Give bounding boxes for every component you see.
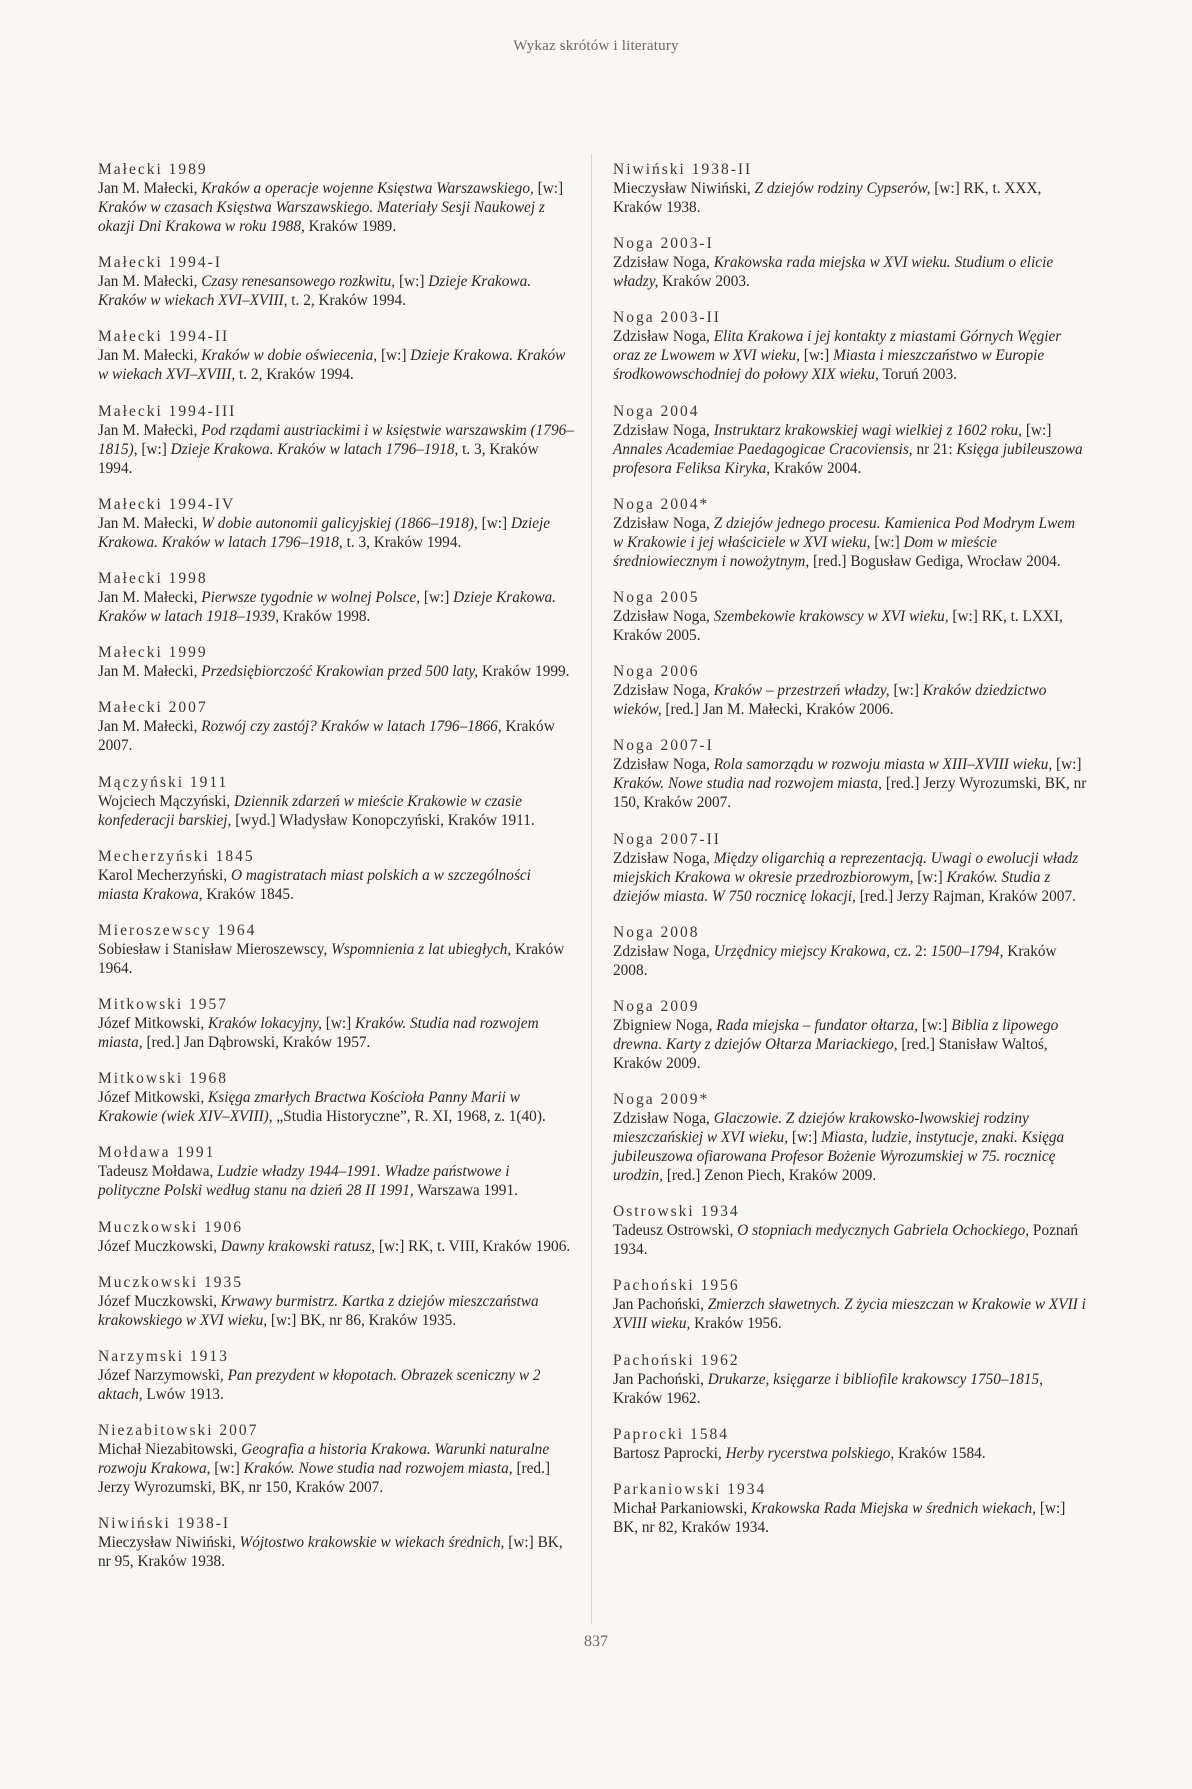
citation-text: Lwów 1913.: [142, 1386, 224, 1403]
entry-citation: [98, 717, 574, 755]
citation-text: [red.] Jerzy Rajman, Kraków 2007.: [855, 887, 1076, 905]
citation-text: Zdzisław Noga,: [613, 328, 714, 346]
citation-title: Pan prezydent w kłopotach. Obrazek sceniczny w 2 aktach,: [98, 1367, 541, 1403]
citation-title: Kraków lokacyjny,: [208, 1015, 322, 1033]
entry-citation: [613, 755, 1089, 812]
citation-text: Józef Mitkowski,: [98, 1089, 209, 1107]
bibliography-entry: [613, 402, 1089, 478]
citation-title: Kraków dziedzictwo wieków,: [613, 682, 1047, 719]
entry-abbreviation: Mieroszewscy 1964: [98, 921, 257, 939]
page-number: 837: [584, 1633, 608, 1650]
entry-citation: [613, 253, 1089, 291]
entry-abbreviation: Parkaniowski 1934: [613, 1481, 767, 1498]
entry-abbreviation: Noga 2006: [613, 663, 700, 681]
citation-text: Zdzisław Noga,: [613, 421, 714, 439]
entry-citation: [98, 1237, 574, 1256]
citation-text: Jan M. Małecki,: [98, 347, 202, 365]
entry-citation: [98, 1440, 574, 1497]
entry-abbreviation: Niwiński 1938-I: [98, 1515, 231, 1533]
citation-title: Kraków w czasach Księstwa Warszawskiego. Materiały Sesji Naukowej z okazji Dni Krakowa w roku 1988,: [98, 199, 545, 235]
citation-title: Glaczowie. Z dziejów krakowsko-lwowskiej rodziny mieszczańskiej w XVI wieku,: [613, 1110, 1029, 1147]
citation-title: Krakowska rada miejska w XVI wieku. Studium o elicie władzy,: [613, 254, 1054, 291]
citation-text: [w:]: [420, 588, 454, 606]
entry-abbreviation: Małecki 1994-II: [98, 328, 230, 346]
citation-text: Karol Mecherzyński,: [98, 866, 231, 884]
entry-citation: [613, 1295, 1089, 1333]
citation-text: [w:]: [1052, 756, 1082, 774]
bibliography-entry: [98, 1514, 574, 1571]
citation-text: Kraków 1964.: [98, 940, 565, 977]
citation-title: Z dziejów rodziny Cypserów,: [754, 180, 931, 197]
citation-text: [w:] RK, t. VIII, Kraków 1906.: [375, 1237, 571, 1255]
entry-citation: [613, 681, 1089, 719]
entry-citation: [98, 1014, 574, 1052]
citation-text: Zdzisław Noga,: [613, 254, 714, 272]
citation-text: Tadeusz Mołdawa,: [98, 1163, 218, 1181]
entry-abbreviation: Małecki 1994-I: [98, 254, 222, 272]
entry-citation: [98, 1088, 574, 1126]
entry-abbreviation: Noga 2005: [613, 588, 700, 606]
citation-title: Herby rycerstwa polskiego,: [725, 1444, 895, 1462]
citation-text: [w:]: [137, 440, 171, 458]
bibliography-entry: [613, 1351, 1089, 1408]
citation-text: Zdzisław Noga,: [613, 849, 714, 867]
citation-title: O magistratach miast polskich a w szczególności miasta Krakowa,: [98, 866, 531, 903]
bibliography-entry: [98, 995, 574, 1052]
citation-text: [wyd.] Władysław Konopczyński, Kraków 1911.: [231, 811, 535, 829]
entry-abbreviation: Mączyński 1911: [98, 773, 229, 791]
citation-text: [w:]: [477, 514, 511, 532]
entry-abbreviation: Niezabitowski 2007: [98, 1422, 259, 1440]
bibliography-entry: [613, 495, 1089, 571]
citation-text: Michał Niezabitowski,: [98, 1441, 242, 1459]
bibliography-entry: [613, 1480, 1089, 1537]
bibliography-entry: [613, 234, 1089, 291]
citation-text: nr 21:: [912, 440, 957, 458]
bibliography-entry: [613, 830, 1089, 906]
citation-title: Wspomnienia z lat ubiegłych,: [331, 940, 512, 958]
citation-text: Zdzisław Noga,: [613, 1110, 714, 1128]
bibliography-entry: [98, 327, 574, 384]
citation-text: Wojciech Mączyński,: [98, 792, 234, 810]
right-column: [613, 160, 1089, 1554]
bibliography-entry: [613, 662, 1089, 719]
entry-citation: [98, 940, 574, 978]
bibliography-entry: [98, 1069, 574, 1126]
citation-text: Michał Parkaniowski,: [613, 1500, 752, 1517]
citation-text: [w:] BK, nr 86, Kraków 1935.: [267, 1311, 457, 1329]
citation-title: W dobie autonomii galicyjskiej (1866–1918),: [201, 514, 478, 532]
citation-title: Annales Academiae Paedagogicae Cracoviensis,: [613, 440, 913, 458]
citation-text: [w:]: [533, 180, 564, 197]
entry-abbreviation: Noga 2003-I: [613, 235, 714, 253]
bibliography-entry: [613, 160, 1089, 217]
bibliography-entry: [98, 643, 574, 681]
citation-title: Rola samorządu w rozwoju miasta w XIII–XVIII wieku,: [713, 756, 1053, 774]
citation-text: [w:]: [799, 347, 834, 365]
citation-text: [w:]: [889, 682, 923, 700]
citation-text: Józef Muczkowski,: [98, 1292, 221, 1310]
bibliography-entry: [613, 736, 1089, 812]
citation-text: [w:]: [870, 533, 904, 551]
entry-abbreviation: Mitkowski 1957: [98, 996, 229, 1014]
citation-text: [red.] Bogusław Gediga, Wrocław 2004.: [809, 552, 1061, 570]
entry-citation: [613, 849, 1089, 906]
citation-text: Zdzisław Noga,: [613, 514, 714, 532]
citation-text: Zbigniew Noga,: [613, 1016, 717, 1034]
citation-text: t. 3, Kraków 1994.: [342, 533, 462, 551]
citation-title: Czasy renesansowego rozkwitu,: [201, 273, 396, 291]
entry-citation: [613, 1444, 1089, 1463]
citation-text: [red.] Jan Dąbrowski, Kraków 1957.: [142, 1034, 371, 1052]
entry-abbreviation: Noga 2003-II: [613, 309, 721, 327]
citation-text: [w:]: [395, 273, 429, 291]
citation-text: [red.] Jerzy Wyrozumski, BK, nr 150, Kraków 2007.: [98, 1460, 550, 1497]
citation-text: [w:]: [321, 1015, 356, 1033]
citation-text: „Studia Historyczne”, R. XI, 1968, z. 1(40).: [272, 1108, 546, 1126]
entry-citation: [98, 866, 574, 904]
citation-title: Ludzie władzy 1944–1991. Władze państwowe i polityczne Polski według stanu na dzień 28 II 1991,: [98, 1163, 510, 1200]
citation-title: Dzieje Krakowa. Kraków w latach 1796–1918,: [98, 514, 551, 551]
bibliography-entry: [98, 847, 574, 904]
citation-text: Jan M. Małecki,: [98, 588, 202, 606]
bibliography-entry: [98, 1421, 574, 1497]
citation-text: Kraków 2008.: [613, 942, 1057, 979]
citation-title: Dziennik zdarzeń w mieście Krakowie w czasie konfederacji barskiej,: [98, 792, 523, 829]
citation-text: [w:]: [788, 1129, 822, 1147]
bibliography-entry: [613, 923, 1089, 980]
citation-title: Pod rządami austriackimi i w księstwie warszawskim (1796–1815),: [98, 421, 574, 458]
citation-title: Geografia a historia Krakowa. Warunki naturalne rozwoju Krakowa,: [98, 1441, 550, 1478]
citation-text: Sobiesław i Stanisław Mieroszewscy,: [98, 940, 332, 958]
entry-abbreviation: Mitkowski 1968: [98, 1070, 229, 1088]
citation-title: Rozwój czy zastój? Kraków w latach 1796–1866,: [201, 718, 502, 736]
citation-text: [w:] RK, t. XXX, Kraków 1938.: [613, 180, 1042, 216]
citation-text: [w:] BK, nr 95, Kraków 1938.: [98, 1534, 563, 1571]
citation-title: Szembekowie krakowscy w XVI wieku,: [713, 607, 949, 625]
citation-title: Zmierzch sławetnych. Z życia mieszczan w Krakowie w XVII i XVIII wieku,: [613, 1296, 1086, 1333]
citation-text: cz. 2:: [890, 942, 931, 960]
entry-citation: [98, 272, 574, 310]
bibliography-entry: [98, 773, 574, 830]
column-divider: [591, 154, 592, 1624]
entry-abbreviation: Narzymski 1913: [98, 1348, 229, 1365]
running-head: Wykaz skrótów i literatury: [513, 38, 679, 54]
citation-title: Z dziejów jednego procesu. Kamienica Pod Modrym Lwem w Krakowie i jej właściciele w XVI wieku,: [613, 514, 1076, 551]
entry-abbreviation: Mecherzyński 1845: [98, 847, 255, 865]
citation-text: t. 2, Kraków 1994.: [235, 366, 354, 384]
citation-text: Mieczysław Niwiński,: [613, 180, 755, 197]
citation-text: Tadeusz Ostrowski,: [613, 1222, 738, 1240]
entry-citation: [98, 1162, 574, 1200]
citation-title: Dom w mieście średniowiecznym i nowożytnym,: [613, 533, 998, 570]
citation-title: Krwawy burmistrz. Kartka z dziejów mieszczaństwa krakowskiego w XVI wieku,: [98, 1292, 539, 1329]
bibliography-entry: [98, 253, 574, 310]
citation-title: Przedsiębiorczość Krakowian przed 500 laty,: [201, 663, 479, 681]
bibliography-entry: [613, 1425, 1089, 1463]
citation-text: [red.] Jan M. Małecki, Kraków 2006.: [661, 701, 894, 719]
citation-title: Kraków. Nowe studia nad rozwojem miasta,: [243, 1460, 513, 1478]
entry-citation: [98, 1292, 574, 1330]
citation-text: Zdzisław Noga,: [613, 756, 714, 774]
bibliography-entry: [98, 1218, 574, 1256]
entry-abbreviation: Noga 2008: [613, 923, 700, 941]
bibliography-entry: [98, 402, 574, 478]
citation-text: Józef Muczkowski,: [98, 1237, 221, 1255]
entry-abbreviation: Małecki 1989: [98, 161, 208, 178]
citation-text: Kraków 1845.: [202, 885, 294, 903]
entry-citation: [613, 1221, 1089, 1259]
entry-citation: [613, 607, 1089, 645]
entry-citation: [613, 179, 1089, 217]
citation-text: t. 2, Kraków 1994.: [287, 292, 407, 310]
citation-text: Kraków 1584.: [894, 1444, 986, 1462]
citation-text: Józef Mitkowski,: [98, 1015, 209, 1033]
citation-text: Warszawa 1991.: [413, 1182, 518, 1200]
citation-text: Toruń 2003.: [878, 366, 957, 384]
bibliography-entry: [98, 921, 574, 978]
citation-title: Kraków w dobie oświecenia,: [201, 347, 378, 365]
citation-text: Kraków 1998.: [279, 607, 371, 625]
citation-text: Zdzisław Noga,: [613, 942, 714, 960]
entry-citation: [613, 1016, 1089, 1073]
citation-title: Dzieje Krakowa. Kraków w wiekach XVI–XVIII,: [98, 273, 532, 310]
bibliography-entry: [613, 997, 1089, 1073]
citation-title: Instruktarz krakowskiej wagi wielkiej z 1602 roku,: [713, 421, 1023, 439]
citation-text: [red.] Zenon Piech, Kraków 2009.: [663, 1167, 877, 1185]
citation-title: Kraków a operacje wojenne Księstwa Warszawskiego,: [201, 180, 534, 197]
citation-title: Miasta, ludzie, instytucje, znaki. Księga jubileuszowa ofiarowana Profesor Bożenie Wyrozumskiej w 75. rocznicę urodzin,: [613, 1129, 1065, 1185]
entry-abbreviation: Paprocki 1584: [613, 1425, 729, 1443]
citation-text: Jan M. Małecki,: [98, 421, 202, 439]
citation-title: Księga jubileuszowa profesora Feliksa Kiryka,: [613, 440, 1083, 477]
entry-citation: [98, 346, 574, 384]
entry-citation: [98, 179, 574, 236]
citation-text: Zdzisław Noga,: [613, 682, 714, 700]
entry-citation: [98, 1366, 574, 1404]
citation-title: Dawny krakowski ratusz,: [220, 1237, 376, 1255]
entry-citation: [98, 792, 574, 830]
bibliography-entry: [98, 569, 574, 626]
citation-title: Kraków. Nowe studia nad rozwojem miasta,: [613, 775, 882, 793]
entry-citation: [98, 421, 574, 478]
bibliography-entry: [98, 1273, 574, 1330]
entry-abbreviation: Małecki 1999: [98, 644, 208, 662]
entry-abbreviation: Niwiński 1938-II: [613, 161, 753, 178]
entry-citation: [613, 942, 1089, 980]
bibliography-entry: [98, 1143, 574, 1200]
citation-title: Elita Krakowa i jej kontakty z miastami Górnych Węgier oraz ze Lwowem w XVI wieku,: [613, 328, 1062, 365]
bibliography-entry: [613, 1202, 1089, 1259]
citation-title: Rada miejska – fundator ołtarza,: [716, 1016, 919, 1034]
bibliography-entry: [98, 698, 574, 755]
citation-title: Urzędnicy miejscy Krakowa,: [713, 942, 890, 960]
bibliography-entry: [613, 1090, 1089, 1185]
citation-text: [w:]: [377, 347, 411, 365]
citation-title: Kraków. Studia nad rozwojem miasta,: [98, 1015, 539, 1052]
entry-abbreviation: Noga 2009*: [613, 1091, 710, 1109]
citation-text: [w:]: [210, 1460, 244, 1478]
citation-text: Kraków 1989.: [304, 218, 397, 235]
entry-abbreviation: Małecki 2007: [98, 699, 208, 717]
citation-title: Dzieje Krakowa. Kraków w wiekach XVI–XVIII,: [98, 347, 566, 384]
entry-abbreviation: Noga 2009: [613, 997, 700, 1015]
citation-title: Dzieje Krakowa. Kraków w latach 1918–1939,: [98, 588, 556, 625]
entry-abbreviation: Małecki 1994-III: [98, 402, 237, 420]
bibliography-entry: [98, 160, 574, 236]
citation-text: Bartosz Paprocki,: [613, 1444, 726, 1462]
citation-text: [w:] BK, nr 82, Kraków 1934.: [613, 1500, 1066, 1536]
citation-title: 1500–1794,: [930, 942, 1004, 960]
citation-text: [w:]: [913, 868, 947, 886]
citation-title: Księga zmarłych Bractwa Kościoła Panny Marii w Krakowie (wiek XIV–XVIII),: [98, 1089, 520, 1126]
citation-text: t. 3, Kraków 1994.: [98, 440, 539, 477]
entry-citation: [613, 327, 1089, 384]
entry-abbreviation: Noga 2007-II: [613, 830, 721, 848]
citation-title: O stopniach medycznych Gabriela Ochockiego,: [737, 1222, 1030, 1240]
citation-title: Drukarze, księgarze i bibliofile krakowscy 1750–1815,: [707, 1370, 1043, 1388]
entry-citation: [613, 1370, 1089, 1408]
citation-title: Między oligarchią a reprezentacją. Uwagi o ewolucji władz miejskich Krakowa w okresie przedrozbiorowym,: [613, 849, 1079, 886]
citation-text: Kraków 1956.: [690, 1315, 782, 1333]
citation-text: Jan M. Małecki,: [98, 273, 202, 291]
citation-title: Pierwsze tygodnie w wolnej Polsce,: [201, 588, 421, 606]
citation-text: Józef Narzymowski,: [98, 1367, 228, 1384]
citation-text: Jan M. Małecki,: [98, 718, 202, 736]
citation-title: Wójtostwo krakowskie w wiekach średnich,: [239, 1534, 505, 1552]
bibliography-entry: [613, 588, 1089, 645]
entry-abbreviation: Ostrowski 1934: [613, 1203, 740, 1221]
entry-abbreviation: Noga 2004*: [613, 495, 710, 513]
citation-text: Jan M. Małecki,: [98, 514, 202, 532]
citation-text: [w:] RK, t. LXXI, Kraków 2005.: [613, 607, 1063, 644]
citation-text: Jan M. Małecki,: [98, 180, 202, 197]
entry-citation: [613, 421, 1089, 478]
entry-citation: [98, 1533, 574, 1571]
entry-abbreviation: Muczkowski 1935: [98, 1273, 243, 1291]
citation-text: [red.] Jerzy Wyrozumski, BK, nr 150, Kraków 2007.: [613, 775, 1087, 812]
entry-citation: [98, 588, 574, 626]
entry-abbreviation: Muczkowski 1906: [98, 1218, 243, 1236]
entry-abbreviation: Noga 2004: [613, 402, 700, 420]
citation-text: Mieczysław Niwiński,: [98, 1534, 240, 1552]
left-column: [98, 160, 574, 1589]
citation-text: Zdzisław Noga,: [613, 607, 714, 625]
citation-text: Kraków 2007.: [98, 718, 555, 755]
entry-citation: [613, 1499, 1089, 1537]
citation-title: Kraków. Studia z dziejów miasta. W 750 rocznicę lokacji,: [613, 868, 1051, 905]
citation-text: [w:]: [1022, 421, 1052, 439]
citation-title: Kraków – przestrzeń władzy,: [713, 682, 890, 700]
citation-text: Kraków 2004.: [770, 459, 862, 477]
citation-title: Biblia z lipowego drewna. Karty z dziejów Ołtarza Mariackiego,: [613, 1016, 1059, 1053]
citation-title: Krakowska Rada Miejska w średnich wiekach,: [751, 1500, 1037, 1517]
entry-abbreviation: Pachoński 1956: [613, 1277, 740, 1295]
bibliography-entry: [98, 495, 574, 552]
entry-abbreviation: Mołdawa 1991: [98, 1144, 216, 1162]
entry-citation: [613, 514, 1089, 571]
citation-text: Kraków 1962.: [613, 1389, 701, 1407]
entry-abbreviation: Małecki 1994-IV: [98, 495, 236, 513]
bibliography-entry: [98, 1347, 574, 1404]
citation-title: Dzieje Krakowa. Kraków w latach 1796–1918,: [170, 440, 459, 458]
entry-abbreviation: Pachoński 1962: [613, 1351, 740, 1369]
entry-citation: [98, 514, 574, 552]
entry-abbreviation: Małecki 1998: [98, 569, 208, 587]
citation-text: Kraków 2003.: [658, 273, 750, 291]
citation-text: Jan Pachoński,: [613, 1370, 708, 1388]
citation-text: [red.] Stanisław Waltoś, Kraków 2009.: [613, 1035, 1048, 1072]
citation-text: Poznań 1934.: [613, 1222, 1078, 1259]
entry-citation: [98, 662, 574, 681]
bibliography-entry: [613, 308, 1089, 384]
citation-text: Jan M. Małecki,: [98, 663, 202, 681]
citation-text: Jan Pachoński,: [613, 1296, 708, 1314]
bibliography-entry: [613, 1276, 1089, 1333]
citation-text: Kraków 1999.: [478, 663, 570, 681]
entry-citation: [613, 1109, 1089, 1185]
citation-title: Miasta i mieszczaństwo w Europie środkowowschodniej do połowy XIX wieku,: [613, 347, 1045, 384]
citation-text: [w:]: [918, 1016, 952, 1034]
entry-abbreviation: Noga 2007-I: [613, 737, 714, 755]
